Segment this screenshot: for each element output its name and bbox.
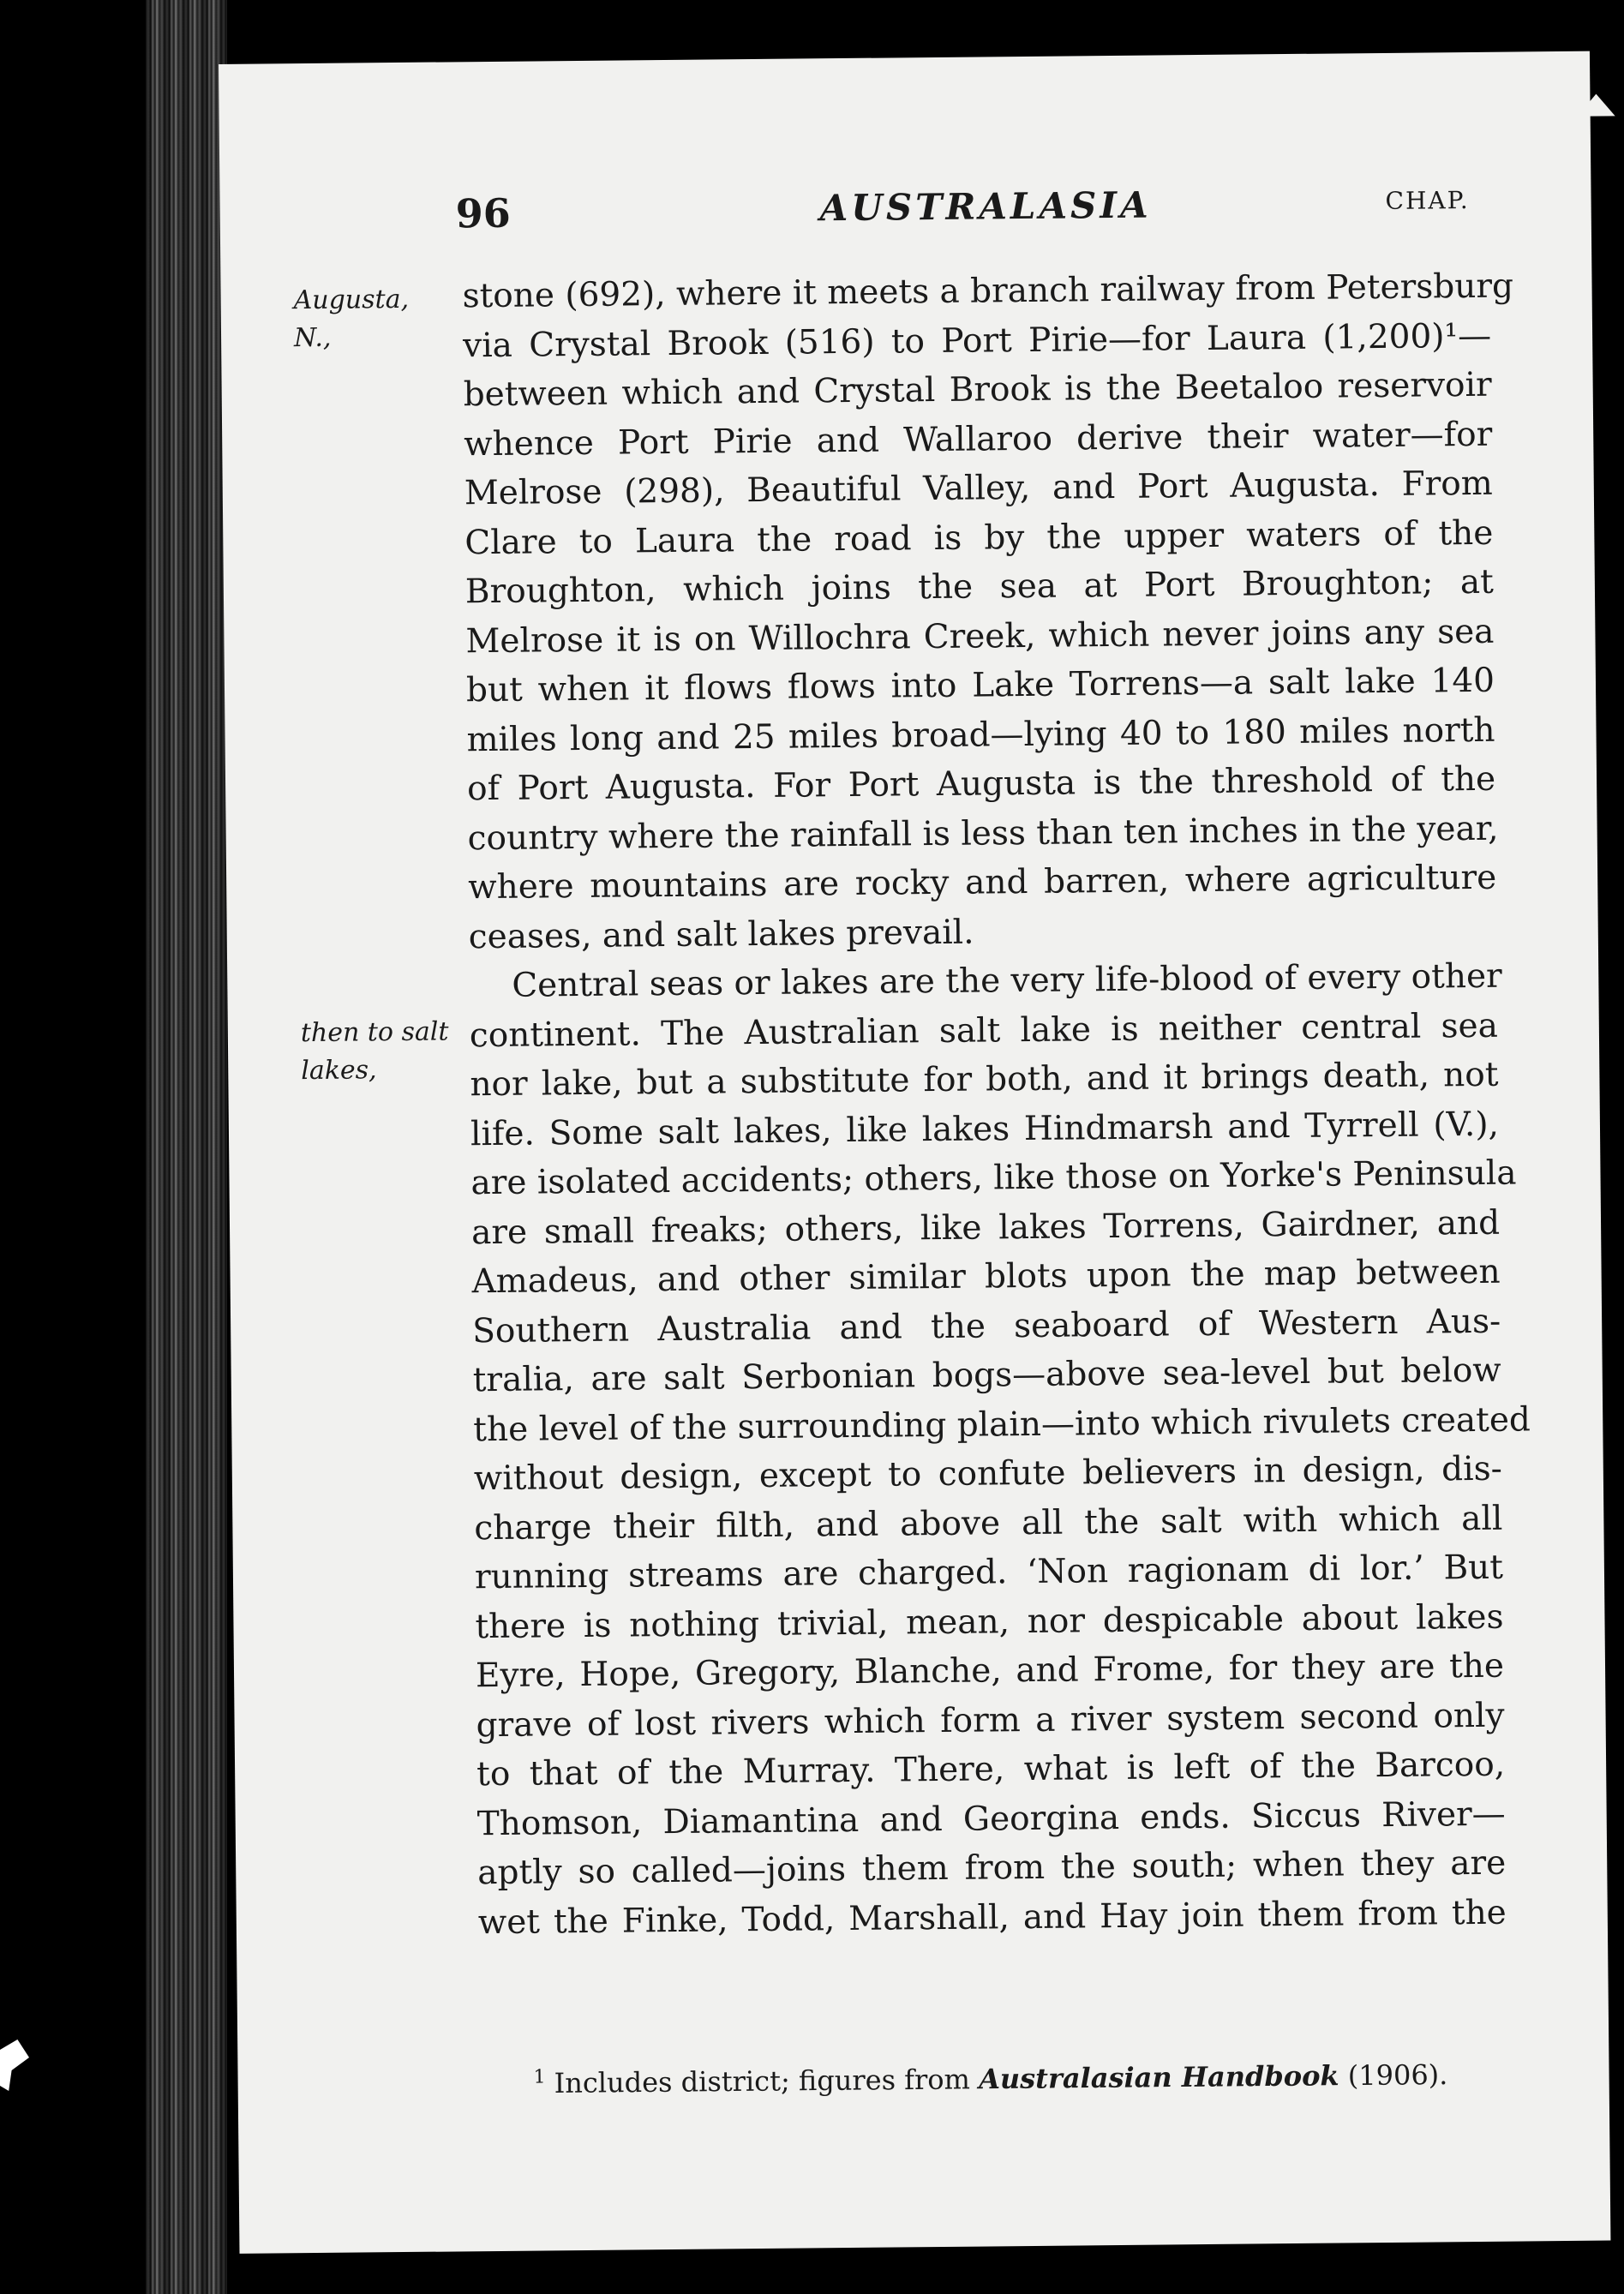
text-line: of Port Augusta. For Port Augusta is the threshold of the xyxy=(466,759,1496,809)
text-line: Clare to Laura the road is by the upper waters of the xyxy=(464,513,1494,562)
text-line: wet the Finke, Todd, Marshall, and Hay join them from the xyxy=(477,1893,1507,1942)
text-line: Melrose (298), Beautiful Valley, and Port Augusta. From xyxy=(464,464,1493,513)
footnote-text-end: (1906). xyxy=(1339,2057,1448,2093)
text-line: Amadeus, and other similar blots upon the map between xyxy=(471,1252,1501,1302)
page-number: 96 xyxy=(455,189,511,237)
footnote-title: Australasian Handbook xyxy=(978,2059,1339,2096)
sidenote-salt-lakes xyxy=(301,1013,464,1089)
running-title: AUSTRALASIA xyxy=(819,183,1152,230)
sidenote-augusta xyxy=(293,280,457,356)
text-line: Thomson, Diamantina and Georgina ends. Siccus River— xyxy=(476,1794,1506,1843)
text-line: continent. The Australian salt lake is neither central sea xyxy=(469,1006,1499,1055)
sidenote-line: Augusta, xyxy=(293,284,410,316)
chapter-mark: CHAP. xyxy=(1385,185,1470,215)
text-line: aptly so called—joins them from the south; when they are xyxy=(477,1843,1507,1893)
sidenote-line: then to salt xyxy=(300,1016,449,1049)
text-line: Eyre, Hope, Gregory, Blanche, and Frome, for they are the xyxy=(475,1646,1505,1696)
body-text xyxy=(462,262,1531,1947)
text-line: grave of lost rivers which form a river system second only xyxy=(476,1696,1505,1745)
text-line: Broughton, which joins the sea at Port Broughton; at xyxy=(464,562,1495,612)
sidenote-line: lakes, xyxy=(301,1054,377,1086)
text-line: nor lake, but a substitute for both, and it brings death, not xyxy=(470,1055,1499,1105)
text-line: are small freaks; others, like lakes Torrens, Gairdner, and xyxy=(470,1203,1501,1252)
text-line: tralia, are salt Serbonian bogs—above sea-level but below xyxy=(472,1351,1501,1400)
book-page xyxy=(219,51,1610,2254)
text-line: Melrose it is on Willochra Creek, which never joins any sea xyxy=(465,612,1495,661)
text-line: are isolated accidents; others, like those on Yorke's Peninsula xyxy=(470,1153,1517,1203)
text-line: Southern Australia and the seaboard of Western Aus- xyxy=(471,1302,1501,1351)
text-line: via Crystal Brook (516) to Port Pirie—for Laura (1,200)¹— xyxy=(462,316,1492,365)
text-line: between which and Crystal Brook is the Beetaloo reservoir xyxy=(463,365,1492,415)
footnote-marker: 1 xyxy=(533,2066,546,2088)
footnote-text: Includes district; figures from xyxy=(554,2063,980,2100)
text-line: running streams are charged. ‘Non ragionam di lor.’ But xyxy=(474,1548,1504,1597)
text-line: miles long and 25 miles broad—lying 40 to 180 miles north xyxy=(466,710,1495,759)
paragraph-start-line: Central seas or lakes are the very life-blood of every other xyxy=(512,956,1502,1005)
text-line: without design, except to confute believers in design, dis- xyxy=(473,1449,1503,1499)
text-line: stone (692), where it meets a branch railway from Petersburg xyxy=(462,267,1514,316)
page-tear xyxy=(1577,93,1615,116)
text-line: but when it flows flows into Lake Torrens—a salt lake 140 xyxy=(465,661,1495,710)
text-line: life. Some salt lakes, like lakes Hindmarsh and Tyrrell (V.), xyxy=(470,1105,1500,1153)
text-line: charge their filth, and above all the salt with which all xyxy=(474,1499,1503,1548)
sidenote-line: N., xyxy=(293,322,332,353)
text-line: there is nothing trivial, mean, nor despicable about lakes xyxy=(475,1597,1504,1646)
text-line: whence Port Pirie and Wallaroo derive their water—for xyxy=(464,415,1493,464)
text-line: the level of the surrounding plain—into which rivulets created xyxy=(473,1399,1531,1449)
text-line: country where the rainfall is less than ten inches in the year, xyxy=(467,809,1499,858)
film-artifact xyxy=(0,2039,29,2091)
text-line: where mountains are rocky and barren, where agriculture xyxy=(468,858,1497,907)
text-line: ceases, and salt lakes prevail. xyxy=(468,913,974,956)
binding-edge xyxy=(146,0,227,2294)
text-line: to that of the Murray. There, what is left of the Barcoo, xyxy=(476,1745,1506,1794)
footnote xyxy=(533,2057,1447,2099)
